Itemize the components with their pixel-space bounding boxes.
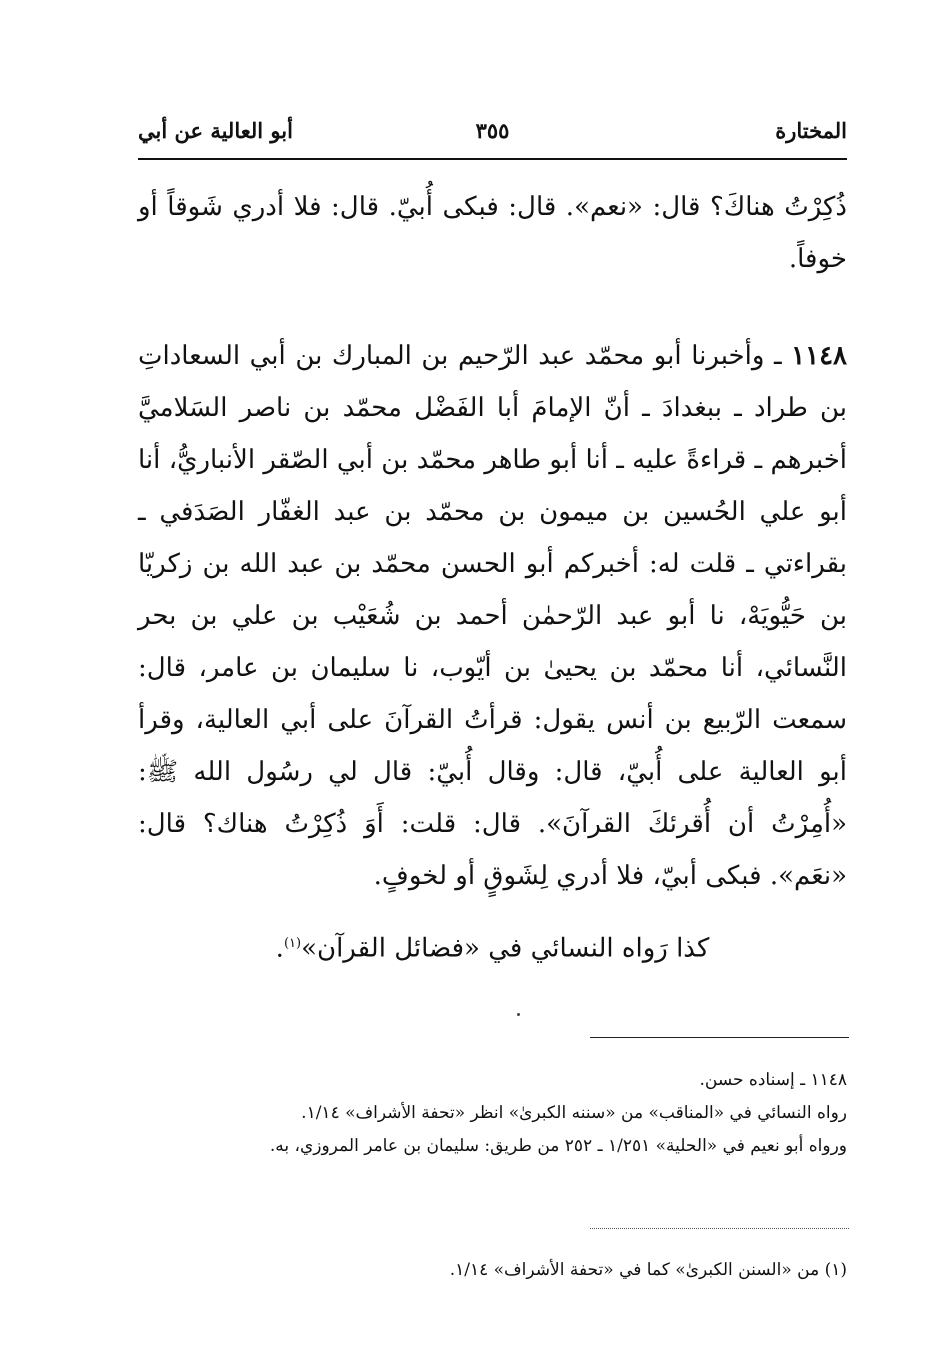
intro-paragraph bbox=[138, 181, 847, 285]
book-title: المختارة bbox=[775, 118, 847, 143]
footnote-ref-mark[interactable]: (١) bbox=[283, 936, 302, 951]
editor-footnote-text: (١) من «السنن الكبرىٰ» كما في «تحفة الأشراف» ١/١٤. bbox=[449, 1260, 847, 1280]
attribution-text: كذا رَواه النسائي في «فضائل القرآن» bbox=[301, 933, 710, 964]
footnote-line: ١١٤٨ ـ إسناده حسن. bbox=[699, 1070, 847, 1090]
attribution-line bbox=[138, 922, 847, 971]
hadith-number: ١١٤٨ bbox=[791, 341, 847, 371]
print-speck bbox=[517, 1013, 520, 1016]
footnote-dotted-rule bbox=[590, 1228, 849, 1229]
intro-text: ذُكِرْتُ هناكَ؟ قال: «نعم». قال: فبكى أُبيّ. قال: فلا أدري شَوقاً أو خوفاً. bbox=[138, 192, 847, 274]
footnote-line: رواه النسائي في «المناقب» من «سننه الكبرىٰ» انظر «تحفة الأشراف» ١/١٤. bbox=[301, 1103, 847, 1123]
editor-footnote bbox=[150, 1254, 847, 1287]
footnote-line: ورواه أبو نعيم في «الحلية» ١/٢٥١ ـ ٢٥٢ من طريق: سليمان بن عامر المروزي، به. bbox=[269, 1136, 847, 1156]
header-rule bbox=[138, 158, 847, 160]
hadith-text: ـ وأخبرنا أبو محمّد عبد الرّحيم بن المبارك بن أبي السعاداتِ بن طراد ـ ببغدادَ ـ أنّ الإمامَ أبا الفَضْل محمّد بن ناصر السَلاميَّ أخبرهم ـ قراءةً عليه ـ أنا أبو طاهر محمّد بن أبي الصّقر الأنباريُّ، أنا أبو علي الحُسين بن ميمون بن محمّد بن عبد الغفّار الصَدَفي ـ بقراءتي ـ قلت له: أخبركم أبو الحسن محمّد بن عبد الله بن زكريّا بن حَيُّويَهْ، نا أبو عبد الرّحمٰن أحمد بن شُعَيْب بن علي بن بحر النَّسائي، أنا محمّد بن يحيىٰ بن أيّوب، نا سليمان بن عامر، قال: سمعت الرّبيع بن أنس يقول: قرأتُ القرآنَ على أبي العالية، وقرأ أبو العالية على أُبيّ، قال: وقال أُبيّ: قال لي رسُول الله ﷺ: «أُمِرْتُ أن أُقرئكَ القرآنَ». قال: قلت: أَوَ ذُكِرْتُ هناك؟ قال: «نعَم». فبكى أبيّ، فلا أدري لِشَوقٍ أو لخوفٍ. bbox=[138, 341, 847, 891]
footnotes-block bbox=[150, 1064, 847, 1163]
page-number: ٣٥٥ bbox=[475, 118, 510, 143]
chapter-title: أبو العالية عن أبي bbox=[138, 118, 293, 143]
running-header bbox=[138, 118, 847, 156]
footnote-rule bbox=[590, 1037, 849, 1038]
hadith-paragraph bbox=[138, 330, 847, 902]
attribution-end: . bbox=[275, 933, 284, 964]
